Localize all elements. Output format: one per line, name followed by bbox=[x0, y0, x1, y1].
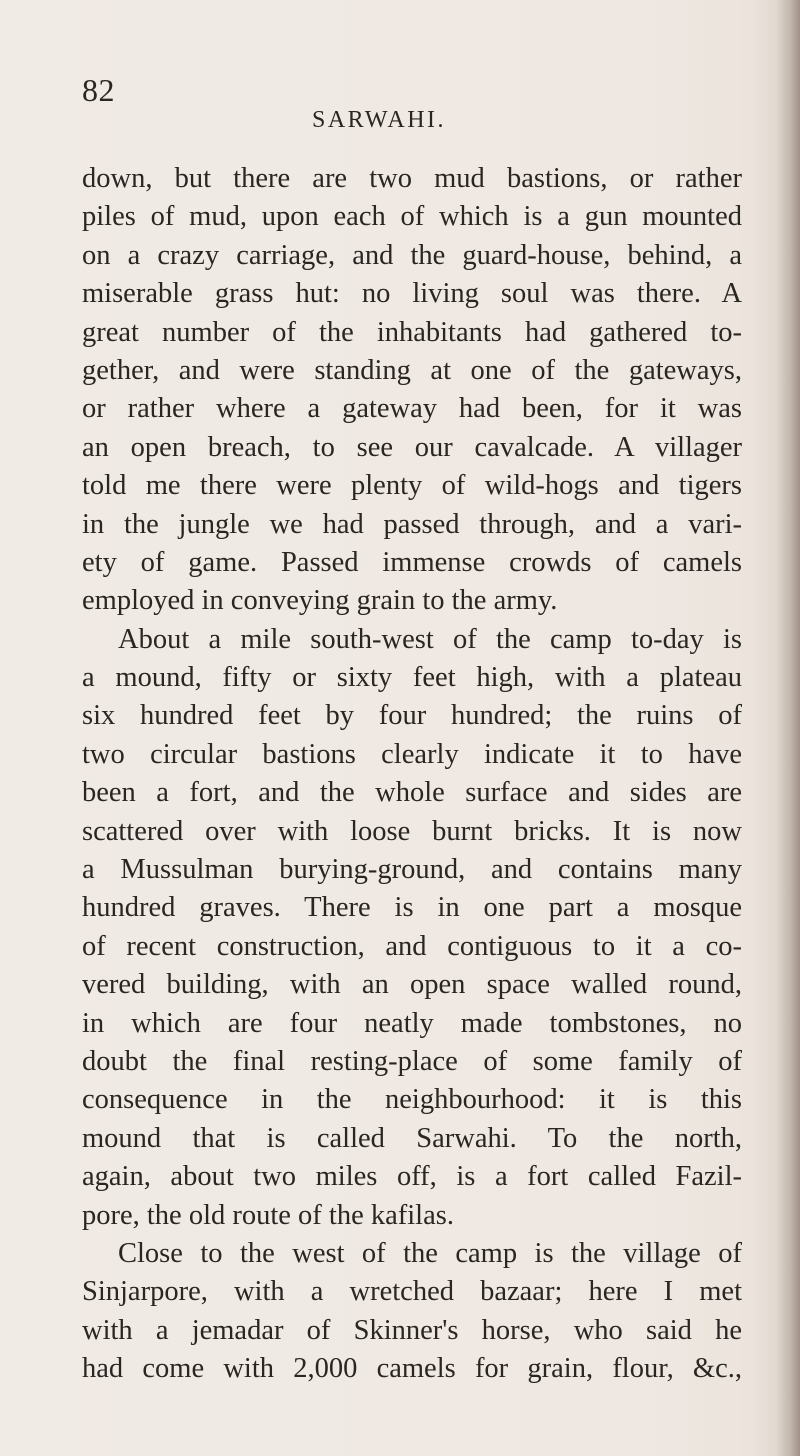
running-head: SARWAHI. bbox=[312, 107, 447, 133]
text-line: consequence in the neighbourhood: it is this bbox=[82, 1084, 742, 1116]
text-line: down, but there are two mud bastions, or rather bbox=[82, 163, 742, 194]
text-line: two circular bastions clearly indicate it to have bbox=[82, 738, 742, 770]
text-line: employed in conveying grain to the army. bbox=[82, 585, 558, 617]
text-line: mound that is called Sarwahi. To the north, bbox=[82, 1122, 742, 1154]
paragraph-first-line: About a mile south-west of the camp to-day is bbox=[118, 623, 742, 655]
text-line: in which are four neatly made tombstones, no bbox=[82, 1007, 742, 1039]
text-line: piles of mud, upon each of which is a gun mounted bbox=[82, 201, 742, 233]
text-line: in the jungle we had passed through, and a vari- bbox=[82, 508, 742, 540]
text-line: a Mussulman burying-ground, and contains many bbox=[82, 854, 742, 886]
text-line: a mound, fifty or sixty feet high, with a plateau bbox=[82, 662, 742, 694]
text-line: of recent construction, and contiguous to it a co- bbox=[82, 930, 742, 962]
text-line: miserable grass hut: no living soul was there. A bbox=[82, 278, 742, 310]
text-line: doubt the final resting-place of some family of bbox=[82, 1045, 742, 1077]
text-line: or rather where a gateway had been, for it was bbox=[82, 393, 742, 425]
text-line: an open breach, to see our cavalcade. A villager bbox=[82, 431, 742, 463]
page-edge-shadow bbox=[776, 0, 800, 1456]
text-line: been a fort, and the whole surface and sides are bbox=[82, 777, 742, 809]
text-line: Sinjarpore, with a wretched bazaar; here I met bbox=[82, 1276, 742, 1308]
text-line: great number of the inhabitants had gathered to- bbox=[82, 316, 742, 348]
text-line: with a jemadar of Skinner's horse, who said he bbox=[82, 1314, 742, 1346]
text-line: six hundred feet by four hundred; the ruins of bbox=[82, 700, 742, 732]
text-line: vered building, with an open space walled round, bbox=[82, 969, 742, 1001]
text-line: had come with 2,000 camels for grain, flour, &c., bbox=[82, 1353, 742, 1385]
text-line: again, about two miles off, is a fort called Fazil- bbox=[82, 1161, 742, 1193]
text-line: on a crazy carriage, and the guard-house, behind, a bbox=[82, 239, 742, 271]
text-line: gether, and were standing at one of the gateways, bbox=[82, 354, 742, 386]
text-line: told me there were plenty of wild-hogs and tigers bbox=[82, 470, 742, 502]
text-line: scattered over with loose burnt bricks. It is now bbox=[82, 815, 742, 847]
text-line: pore, the old route of the kafilas. bbox=[82, 1199, 454, 1231]
text-line: hundred graves. There is in one part a mosque bbox=[82, 892, 742, 924]
body-text bbox=[82, 160, 742, 1389]
paragraph-first-line: Close to the west of the camp is the village of bbox=[118, 1237, 742, 1269]
page-number: 82 bbox=[82, 72, 115, 108]
text-line: ety of game. Passed immense crowds of camels bbox=[82, 546, 742, 578]
